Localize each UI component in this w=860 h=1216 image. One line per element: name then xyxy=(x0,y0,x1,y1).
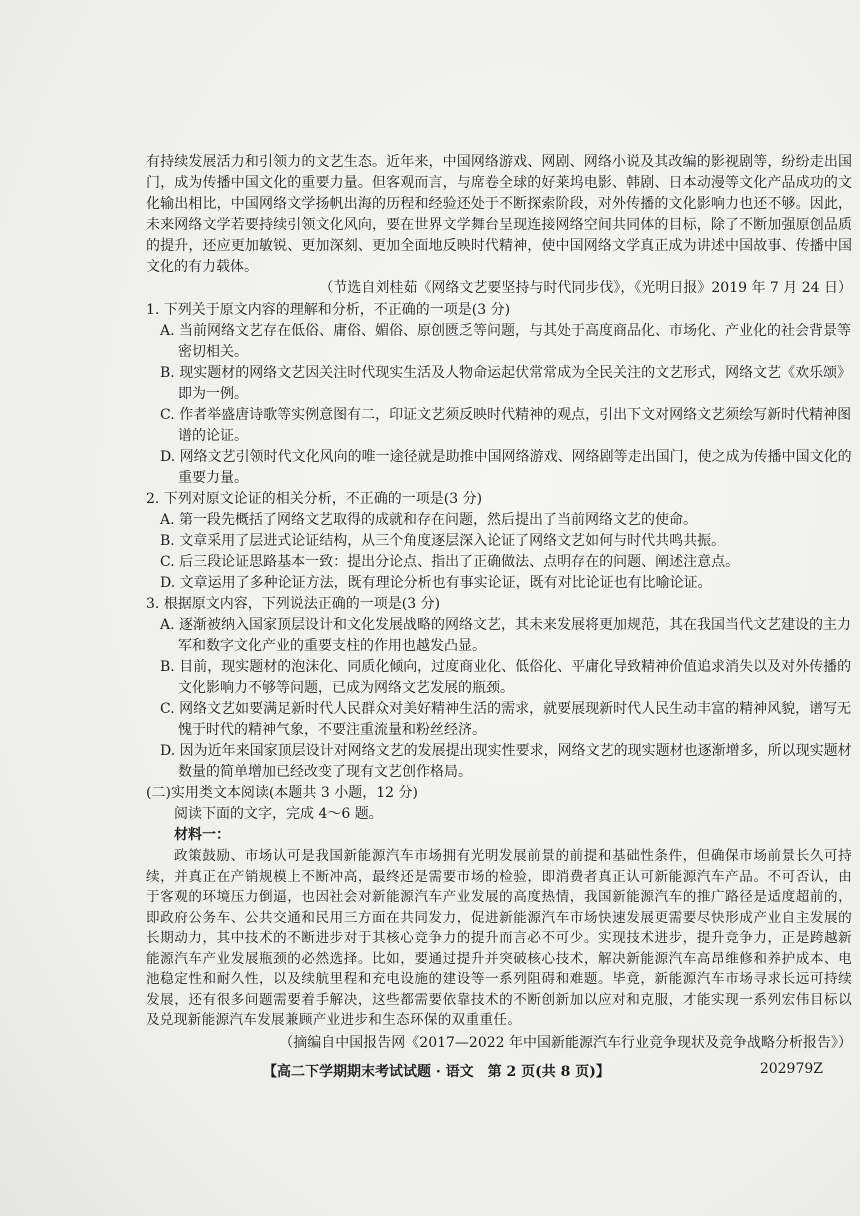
question-stem: 2. 下列对原文论证的相关分析，不正确的一项是(3 分) xyxy=(146,491,483,507)
option-b: B. 文章采用了层进式论证结构，从三个角度逐层深入论证了网络文艺如何与时代共鸣共振。 xyxy=(160,533,726,549)
footer-code: 202979Z xyxy=(759,1061,823,1077)
question-3 xyxy=(146,594,852,783)
question-2 xyxy=(146,489,852,594)
passage-tail: 有持续发展活力和引领力的文艺生态。近年来，中国网络游戏、网剧、网络小说及其改编的影视剧等，纷纷走出国门，成为传播中国文化的重要力量。但客观而言，与席卷全球的好莱坞电影、韩剧、日本动漫等文化产品成功的文化输出相比，中国网络文学扬帆出海的历程和经验还处于不断探索阶段，对外传播的文化影响力也还不够。因此，未来网络文学若要持续引领文化风向，要在世界文学舞台呈现连接网络空间共同体的目标，除了不断加强原创品质的提升，还应更加敏锐、更加深刻、更加全面地反映时代精神，使中国网络文学真正成为讲述中国故事、传播中国文化的有力载体。 xyxy=(146,154,852,275)
question-stem: 1. 下列关于原文内容的理解和分析，不正确的一项是(3 分) xyxy=(146,302,511,318)
option-b: B. 现实题材的网络文艺因关注时代现实生活及人物命运起伏常常成为全民关注的文艺形式，网络文艺《欢乐颂》即为一例。 xyxy=(160,365,852,402)
footer-title: 【高二下学期期末考试试题 · 语文 第 2 页(共 8 页)】 xyxy=(263,1064,610,1080)
option-d: D. 文章运用了多种论证方法，既有理论分析也有事实论证，既有对比论证也有比喻论证。 xyxy=(160,575,712,591)
section-heading: (二)实用类文本阅读(本题共 3 小题，12 分) xyxy=(146,785,418,801)
question-1 xyxy=(146,300,852,489)
passage-source: （节选自刘桂茹《网络文艺要坚持与时代同步伐》，《光明日报》2019 年 7 月 24 日） xyxy=(319,280,852,296)
option-c: C. 后三段论证思路基本一致：提出分论点、指出了正确做法、点明存在的问题、阐述注意点。 xyxy=(160,554,740,570)
option-a: A. 逐渐被纳入国家顶层设计和文化发展战略的网络文艺，其未来发展将更加规范，其在我国当代文艺建设的主力军和数字文化产业的重要支柱的作用也越发凸显。 xyxy=(160,617,852,654)
option-d: D. 因为近年来国家顶层设计对网络文艺的发展提出现实性要求，网络文艺的现实题材也逐渐增多，所以现实题材数量的简单增加已经改变了现有文艺创作格局。 xyxy=(160,743,852,780)
material-body: 政策鼓励、市场认可是我国新能源汽车市场拥有光明发展前景的前提和基础性条件，但确保市场前景长久可持续，并真正在产销规模上不断冲高，最终还是需要市场的检验，即消费者真正认可新能源汽车产品。不可否认，由于客观的环境压力倒逼，也因社会对新能源汽车产业发展的高度热情，我国新能源汽车的推广路径是适度超前的，即政府公务车、公共交通和民用三方面在共同发力，促进新能源汽车市场快速发展更需要尽快形成产业自主发展的长期动力，其中技术的不断进步对于其核心竞争力的提升而言必不可少。实现技术进步，提升竞争力，正是跨越新能源汽车产业发展瓶颈的必然选择。比如，要通过提升并突破核心技术，解决新能源汽车高昂维修和养护成本、电池稳定性和耐久性，以及续航里程和充电设施的建设等一系列阻碍和难题。毕竟，新能源汽车市场寻求长远可持续发展，还有很多问题需要着手解决，这些都需要依靠技术的不断创新加以应对和克服，才能实现一系列宏伟目标以及兑现新能源汽车发展兼顾产业进步和生态环保的双重重任。 xyxy=(146,848,852,1028)
question-stem: 3. 根据原文内容，下列说法正确的一项是(3 分) xyxy=(146,596,441,612)
section-instruction: 阅读下面的文字，完成 4～6 题。 xyxy=(174,806,383,822)
option-d: D. 网络文艺引领时代文化风向的唯一途径就是助推中国网络游戏、网络剧等走出国门，使之成为传播中国文化的重要力量。 xyxy=(160,449,852,486)
option-a: A. 第一段先概括了网络文艺取得的成就和存在问题，然后提出了当前网络文艺的使命。 xyxy=(160,512,698,528)
page-content xyxy=(146,152,852,1054)
material-source: （摘编自中国报告网《2017—2022 年中国新能源汽车行业竞争现状及竞争战略分析报告》） xyxy=(279,1034,852,1051)
page-footer xyxy=(263,1061,823,1081)
option-c: C. 网络文艺如要满足新时代人民群众对美好精神生活的需求，就要展现新时代人民生动丰富的精神风貌，谱写无愧于时代的精神气象，不要注重流量和粉丝经济。 xyxy=(160,701,852,738)
option-a: A. 当前网络文艺存在低俗、庸俗、媚俗、原创匮乏等问题，与其处于高度商品化、市场化、产业化的社会背景等密切相关。 xyxy=(160,323,852,360)
option-b: B. 目前，现实题材的泡沫化、同质化倾向，过度商业化、低俗化、平庸化导致精神价值追求消失以及对外传播的文化影响力不够等问题，已成为网络文艺发展的瓶颈。 xyxy=(160,659,852,696)
material-title: 材料一： xyxy=(174,827,230,843)
option-c: C. 作者举盛唐诗歌等实例意图有二，印证文艺须反映时代精神的观点，引出下文对网络文艺须绘写新时代精神图谱的论证。 xyxy=(160,407,852,444)
